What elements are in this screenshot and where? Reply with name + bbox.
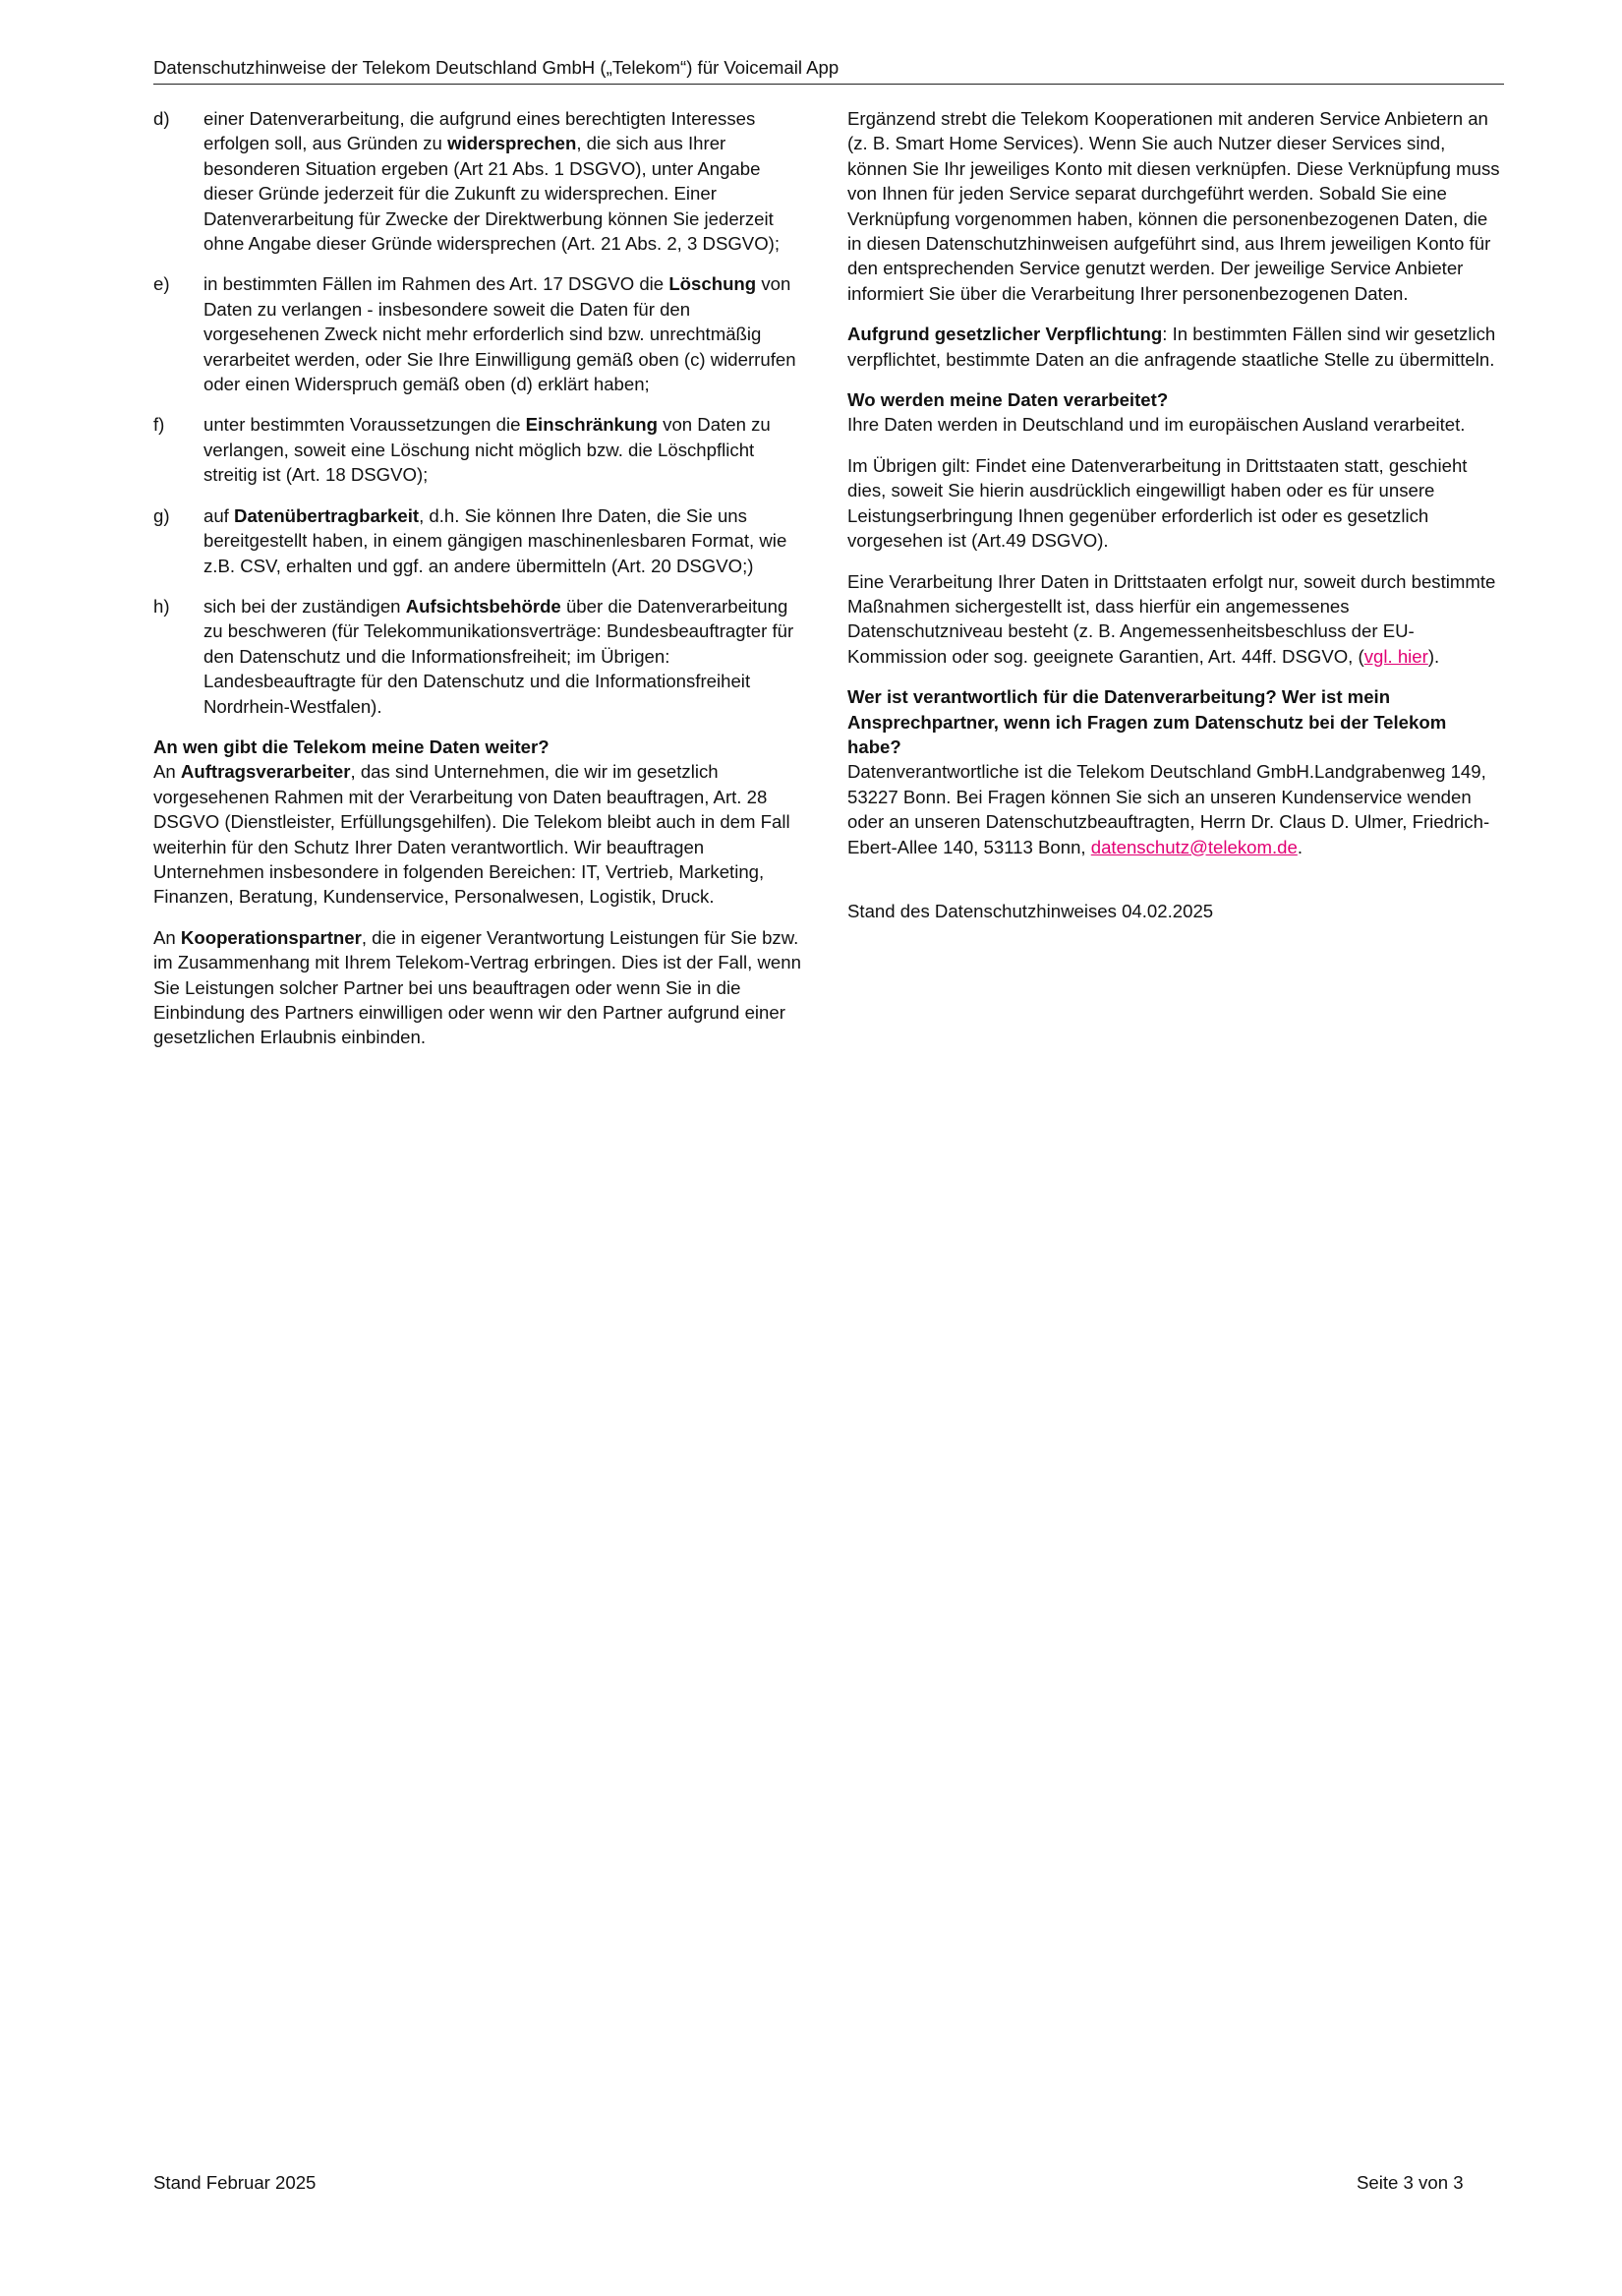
text-segment: von Daten zu verlangen, soweit eine Löschung nicht möglich bzw. die Löschpflicht streitig ist (Art. 18 DSGVO); [203,414,771,486]
text-segment: ). [1427,645,1440,667]
section-heading-location: Wo werden meine Daten verarbeitet? [847,389,1169,411]
text-segment: Datenverantwortliche ist die Telekom Deutschland GmbH.Landgrabenweg 149, 53227 Bonn. Bei Fragen können Sie sich an unseren Kundenservice wenden oder an unseren Datenschutzbeauftragten, Herrn Dr. Claus D. Ulmer, Friedrich-Ebert-Allee 140, 53113 Bonn, [847,761,1490,857]
cooperation-partner-paragraph [153,925,808,1050]
text-segment: in bestimmten Fällen im Rahmen des Art. 17 DSGVO die [203,273,669,295]
bold-term: Löschung [668,273,757,295]
bold-term: widersprechen [447,133,577,154]
list-item-e [153,271,808,396]
text-segment: , d.h. Sie können Ihre Daten, die Sie uns bereitgestellt haben, in einem gängigen maschinenlesbaren Format, wie z.B. CSV, erhalten und ggf. an andere übermitteln (Art. 20 DSGVO;) [203,504,787,576]
list-item-text [203,412,808,487]
page-number: Seite 3 von 3 [1357,2172,1464,2193]
list-item-label: e) [153,273,170,295]
list-item-g [153,503,808,578]
bold-term: Datenübertragbarkeit [234,504,420,526]
list-item-text [203,271,808,396]
list-item-h [153,594,808,719]
bold-term: Aufsichtsbehörde [405,595,561,617]
footer-date: Stand Februar 2025 [153,2172,317,2193]
list-item-text [203,106,808,256]
text-segment: . [1297,836,1303,857]
text-segment: An [153,926,181,948]
list-item-d [153,106,808,256]
text-segment: auf [203,504,235,526]
processing-location-section [847,387,1504,438]
text-segment: einer Datenverarbeitung, die aufgrund eines berechtigten Interesses erfolgen soll, aus Gründen zu [203,108,756,154]
third-country-paragraph: Im Übrigen gilt: Findet eine Datenverarbeitung in Drittstaaten statt, geschieht dies, soweit Sie hierin ausdrücklich eingewilligt haben oder es für unsere Leistungserbringung Ihnen gegenüber erforderlich ist oder es gesetzlich vorgesehen ist (Art.49 DSGVO). [847,454,1468,552]
section-heading-recipients: An wen gibt die Telekom meine Daten weiter? [153,736,550,757]
text-segment: , die sich aus Ihrer besonderen Situation ergeben (Art 21 Abs. 1 DSGVO), unter Angabe dieser Gründe jederzeit für die Zukunft zu widersprechen. Einer Datenverarbeitung für Zwecke der Direktwerbung können Sie jederzeit ohne Angabe dieser Gründe widersprechen (Art. 21 Abs. 2, 3 DSGVO); [203,133,781,255]
list-item-label: d) [153,108,170,129]
right-column [847,106,1504,939]
third-country-safeguards-paragraph [847,569,1504,670]
text-segment: sich bei der zuständigen [203,595,406,617]
bold-term: Einschränkung [525,414,658,436]
list-item-label: h) [153,595,170,617]
list-item-text [203,594,808,719]
section-heading-responsible: Wer ist verantwortlich für die Datenverarbeitung? Wer ist mein Ansprechpartner, wenn ich Fragen zum Datenschutz bei der Telekom habe? [847,686,1447,757]
text-segment: : In bestimmten Fällen sind wir gesetzlich verpflichtet, bestimmte Daten an die anfragende staatliche Stelle zu übermitteln. [847,324,1496,370]
bold-term: Auftragsverarbeiter [180,761,351,783]
text-segment: Eine Verarbeitung Ihrer Daten in Drittstaaten erfolgt nur, soweit durch bestimmte Maßnahmen sichergestellt ist, dass hierfür ein angemessenes Datenschutzniveau besteht (z. B. Angemessenheitsbeschluss der EU-Kommission oder sog. geeignete Garantien, Art. 44ff. DSGVO, ( [847,570,1496,667]
see-here-link[interactable]: vgl. hier [1363,645,1428,667]
list-item-text [203,503,808,578]
responsible-section [847,684,1504,859]
text-segment: über die Datenverarbeitung zu beschweren (für Telekommunikationsverträge: Bundesbeauftragter für den Datenschutz und die Informationsfreiheit; im Übrigen: Landesbeauftragte für den Datenschutz und die Informationsfreiheit Nordrhein-Westfalen). [203,595,794,717]
list-item-label: f) [153,414,165,436]
text-segment: An [153,761,181,783]
header-title: Datenschutzhinweise der Telekom Deutschland GmbH („Telekom“) für Voicemail App [153,57,840,78]
text-segment: unter bestimmten Voraussetzungen die [203,414,526,436]
text-segment: , die in eigener Verantwortung Leistungen für Sie bzw. im Zusammenhang mit Ihrem Telekom-Vertrag erbringen. Dies ist der Fall, wenn Sie Leistungen solcher Partner bei uns beauftragen oder wenn Sie in die Einbindung des Partners einwilligen oder wenn wir den Partner aufgrund einer gesetzlichen Erlaubnis einbinden. [153,926,801,1048]
privacy-notice-date: Stand des Datenschutzhinweises 04.02.2025 [847,900,1214,921]
text-segment: von Daten zu verlangen - insbesondere soweit die Daten für den vorgesehenen Zweck nicht mehr erforderlich sind bzw. unrechtmäßig verarbeitet werden, oder Sie Ihre Einwilligung gemäß oben (c) widerrufen oder einen Widerspruch gemäß oben (d) erklärt haben; [203,273,796,395]
bold-term: Aufgrund gesetzlicher Verpflichtung [847,324,1163,345]
left-column [153,106,808,1066]
list-item-f [153,412,808,487]
recipients-section [153,735,808,910]
text-segment: Ihre Daten werden in Deutschland und im europäischen Ausland verarbeitet. [847,414,1466,436]
legal-obligation-paragraph [847,322,1504,372]
list-item-label: g) [153,504,170,526]
page-header [153,55,1504,85]
service-provider-paragraph: Ergänzend strebt die Telekom Kooperationen mit anderen Service Anbietern an (z. B. Smart Home Services). Wenn Sie auch Nutzer dieser Services sind, können Sie Ihr jeweiliges Konto mit diesen verknüpfen. Diese Verknüpfung muss von Ihnen für jeden Service separat durchgeführt werden. Sobald Sie eine Verknüpfung vorgenommen haben, können die personenbezogenen Daten, die in diesen Datenschutzhinweisen aufgeführt sind, aus Ihrem jeweiligen Konto für den entsprechenden Service genutzt werden. Der jeweilige Service Anbieter informiert Sie über die Verarbeitung Ihrer personenbezogenen Daten. [847,108,1500,304]
text-segment: , das sind Unternehmen, die wir im gesetzlich vorgesehenen Rahmen mit der Verarbeitung von Daten beauftragen, Art. 28 DSGVO (Dienstleister, Erfüllungsgehilfen). Die Telekom bleibt auch in dem Fall weiterhin für den Schutz Ihrer Daten verantwortlich. Wir beauftragen Unternehmen insbesondere in folgenden Bereichen: IT, Vertrieb, Marketing, Finanzen, Beratung, Kundenservice, Personalwesen, Logistik, Druck. [153,761,790,908]
privacy-email-link[interactable]: datenschutz@telekom.de [1090,836,1298,857]
bold-term: Kooperationspartner [180,926,362,948]
